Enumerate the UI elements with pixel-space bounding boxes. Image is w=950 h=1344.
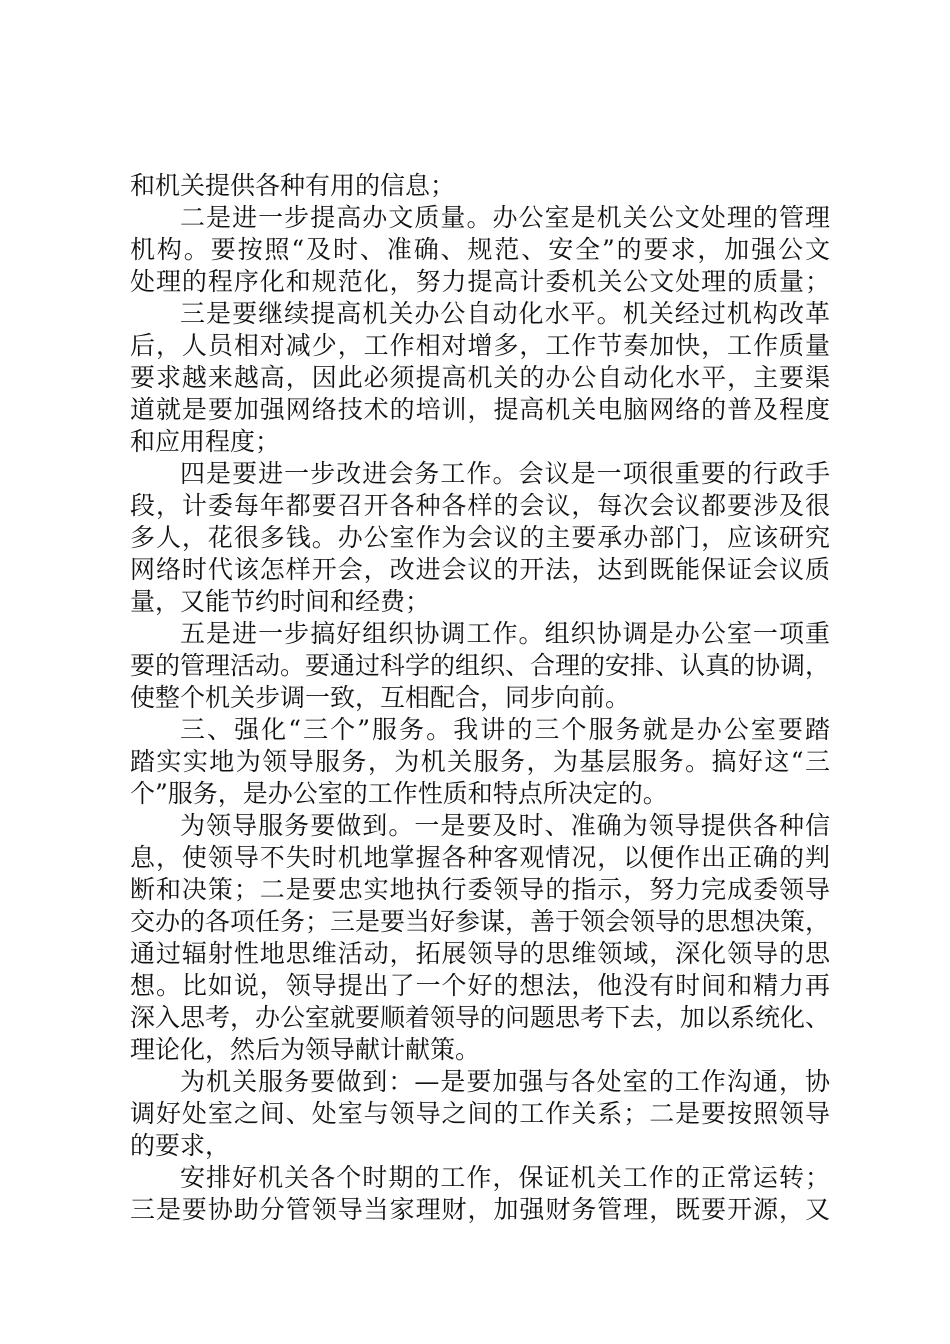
text-line: 使整个机关步调一致，互相配合，同步向前。: [130, 683, 631, 712]
text-line: 深入思考，办公室就要顺着领导的问题思考下去，加以系统化、: [130, 1003, 831, 1032]
text-line: 断和决策；二是要忠实地执行委领导的指示，努力完成委领导: [130, 875, 830, 904]
text-line: 二是进一步提高办文质量。办公室是机关公文处理的管理: [180, 203, 830, 232]
text-line: 要求越来越高，因此必须提高机关的办公自动化水平，主要渠: [130, 363, 830, 392]
text-line: 通过辐射性地思维活动，拓展领导的思维领域，深化领导的思: [130, 939, 830, 968]
text-line: 要的管理活动。要通过科学的组织、合理的安排、认真的协调，: [130, 651, 831, 680]
text-line: 道就是要加强网络技术的培训，提高机关电脑网络的普及程度: [130, 395, 830, 424]
text-line: 后，人员相对减少，工作相对增多，工作节奏加快，工作质量: [130, 331, 830, 360]
text-line: 个”服务，是办公室的工作性质和特点所决定的。: [130, 779, 668, 808]
text-line: 多人，花很多钱。办公室作为会议的主要承办部门，应该研究: [130, 523, 830, 552]
text-line: 四是要进一步改进会务工作。会议是一项很重要的行政手: [180, 459, 830, 488]
text-line: 三、强化“三个”服务。我讲的三个服务就是办公室要踏: [180, 715, 830, 744]
text-line: 三是要协助分管领导当家理财，加强财务管理，既要开源，又: [130, 1195, 830, 1224]
text-line: 网络时代该怎样开会，改进会议的开法，达到既能保证会议质: [130, 555, 830, 584]
text-line: 为机关服务要做到：—是要加强与各处室的工作沟通，协: [180, 1067, 830, 1096]
text-line: 交办的各项任务；三是要当好参谋，善于领会领导的思想决策，: [130, 907, 831, 936]
text-line: 段，计委每年都要召开各种各样的会议，每次会议都要涉及很: [130, 491, 830, 520]
text-line: 机构。要按照“及时、准确、规范、安全”的要求，加强公文: [130, 235, 830, 264]
text-line: 和机关提供各种有用的信息；: [130, 171, 456, 200]
document-body-text: [130, 170, 830, 1226]
text-line: 为领导服务要做到。一是要及时、准确为领导提供各种信: [180, 811, 830, 840]
text-line: 理论化，然后为领导献计献策。: [130, 1035, 481, 1064]
text-line: 想。比如说，领导提出了一个好的想法，他没有时间和精力再: [130, 971, 830, 1000]
text-line: 息，使领导不失时机地掌握各种客观情况，以便作出正确的判: [130, 843, 830, 872]
text-line: 踏实实地为领导服务，为机关服务，为基层服务。搞好这“三: [130, 747, 830, 776]
text-line: 的要求，: [130, 1131, 231, 1160]
text-line: 安排好机关各个时期的工作，保证机关工作的正常运转；: [180, 1163, 830, 1192]
text-line: 调好处室之间、处室与领导之间的工作关系；二是要按照领导: [130, 1099, 830, 1128]
text-line: 处理的程序化和规范化，努力提高计委机关公文处理的质量；: [130, 267, 830, 296]
text-line: 和应用程度；: [130, 427, 281, 456]
text-line: 量，又能节约时间和经费；: [130, 587, 431, 616]
text-line: 三是要继续提高机关办公自动化水平。机关经过机构改革: [180, 299, 830, 328]
text-line: 五是进一步搞好组织协调工作。组织协调是办公室一项重: [180, 619, 830, 648]
